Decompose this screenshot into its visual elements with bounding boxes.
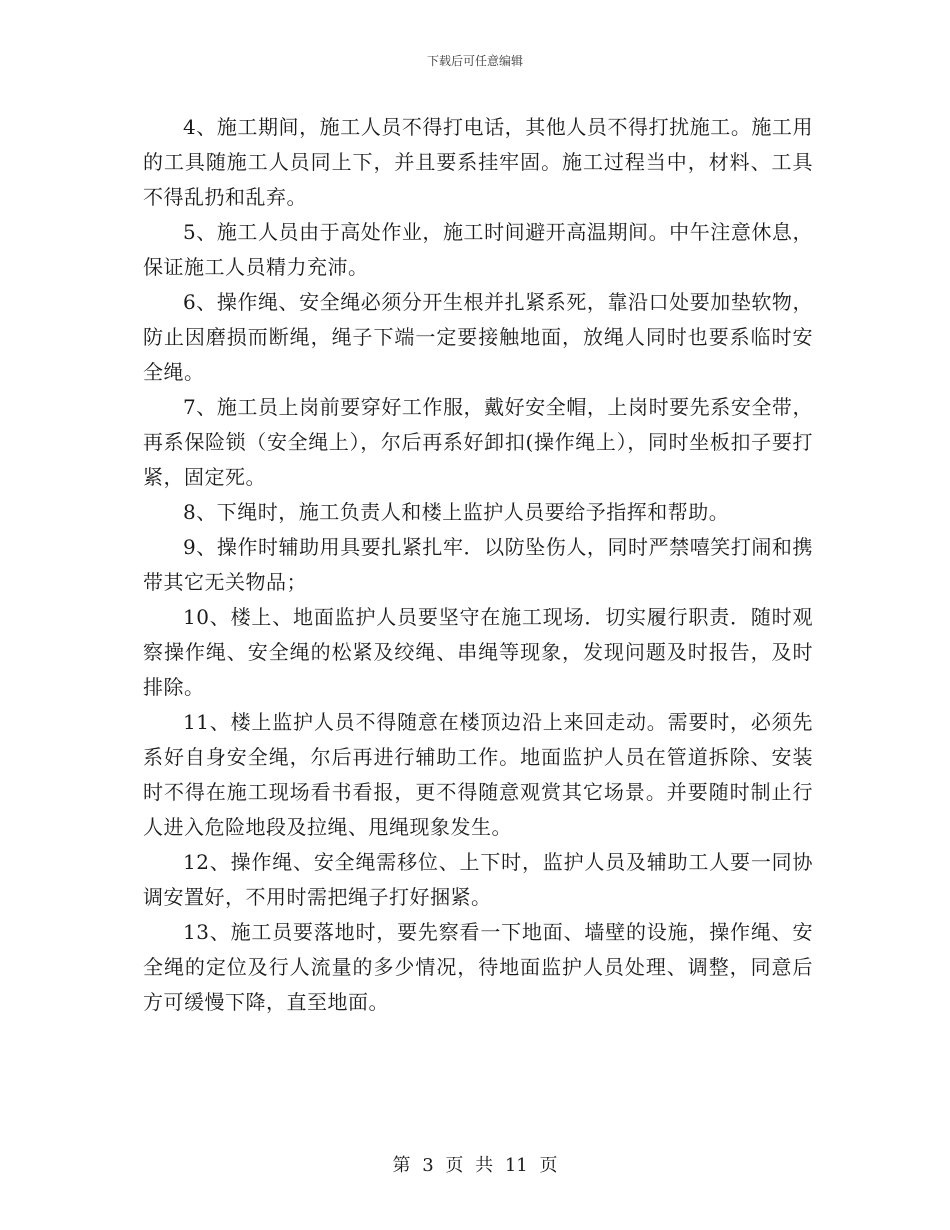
paragraph-item-10: 10、楼上、地面监护人员要坚守在施工现场．切实履行职责．随时观察操作绳、安全绳的松紧及绞绳、串绳等现象，发现问题及时报告，及时排除。 — [143, 605, 813, 699]
paragraph-item-6: 6、操作绳、安全绳必须分开生根并扎紧系死，靠沿口处要加垫软物，防止因磨损而断绳，绳子下端一定要接触地面，放绳人同时也要系临时安全绳。 — [143, 290, 813, 384]
paragraph-item-11: 11、楼上监护人员不得随意在楼顶边沿上来回走动。需要时，必须先系好自身安全绳，尔后再进行辅助工作。地面监护人员在管道拆除、安装时不得在施工现场看书看报，更不得随意观赏其它场景。并要随时制止行人进入危险地段及拉绳、甩绳现象发生。 — [143, 710, 813, 839]
paragraph-item-5: 5、施工人员由于高处作业，施工时间避开高温期间。中午注意休息，保证施工人员精力充沛。 — [143, 220, 813, 279]
page-header: 下载后可任意编辑 — [426, 54, 523, 68]
paragraph-item-12: 12、操作绳、安全绳需移位、上下时，监护人员及辅助工人要一同协调安置好，不用时需把绳子打好捆紧。 — [143, 850, 813, 909]
paragraph-item-7: 7、施工员上岗前要穿好工作服，戴好安全帽，上岗时要先系安全带，再系保险锁（安全绳上），尔后再系好卸扣(操作绳上），同时坐板扣子要打紧，固定死。 — [143, 395, 813, 489]
paragraph-item-9: 9、操作时辅助用具要扎紧扎牢．以防坠伤人，同时严禁嘻笑打闹和携带其它无关物品； — [143, 535, 813, 594]
paragraph-item-4: 4、施工期间，施工人员不得打电话，其他人员不得打扰施工。施工用的工具随施工人员同上下，并且要系挂牢固。施工过程当中，材料、工具不得乱扔和乱弃。 — [143, 115, 813, 209]
document-body — [143, 110, 813, 1020]
paragraph-item-13: 13、施工员要落地时，要先察看一下地面、墙壁的设施，操作绳、安全绳的定位及行人流量的多少情况，待地面监护人员处理、调整，同意后方可缓慢下降，直至地面。 — [143, 920, 813, 1014]
paragraph-item-8: 8、下绳时，施工负责人和楼上监护人员要给予指挥和帮助。 — [183, 500, 730, 524]
page-number-footer: 第 3 页 共 11 页 — [392, 1155, 558, 1176]
